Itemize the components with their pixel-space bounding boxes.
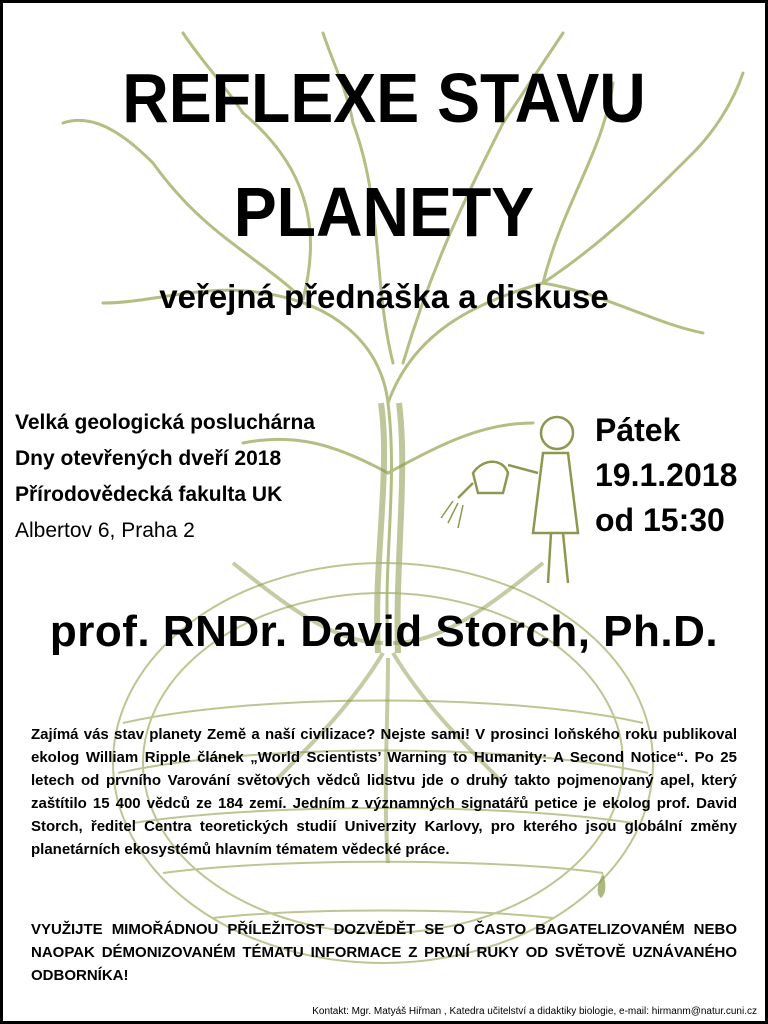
- call-to-action: VYUŽIJTE MIMOŘÁDNOU PŘÍLEŽITOST DOZVĚDĚT SE O ČASTO BAGATELIZOVANÉM NEBO NAOPAK DÉMONIZOVANÉM TÉMATU INFORMACE Z PRVNÍ RUKY OD SVĚTOVĚ UZNÁVANÉHO ODBORNÍKA!: [31, 921, 737, 984]
- venue-faculty: Přírodovědecká fakulta UK: [15, 483, 283, 506]
- title-line-2: PLANETY: [233, 173, 535, 251]
- subtitle: veřejná přednáška a diskuse: [159, 278, 609, 315]
- speaker-name: prof. RNDr. David Storch, Ph.D.: [49, 607, 719, 656]
- venue-address: Albertov 6, Praha 2: [15, 519, 195, 542]
- venue-hall: Velká geologická posluchárna: [15, 411, 315, 434]
- abstract-text: Zajímá vás stav planety Země a naší civilizace? Nejste sami! V prosinci loňského roku publikoval ekolog William Ripple článek „World Scientists’ Warning to Humanity: A Second Notice“. Po 25 letech od prvního Varování světových vědců lidstvu jde o druhý takto pojmenovaný apel, který zaštítilo 15 400 vědců ze 184 zemí. Jedním z významných signatářů petice je ekolog prof. David Storch, ředitel Centra teoretických studií Univerzity Karlovy, pro kterého jsou globální změny planetárních ekosystémů hlavním tématem vědecké práce.: [31, 726, 737, 858]
- title-line-1: REFLEXE STAVU: [122, 59, 646, 137]
- venue-event: Dny otevřených dveří 2018: [15, 447, 282, 470]
- gardener-figure: [441, 417, 578, 583]
- date-time: od 15:30: [595, 502, 725, 538]
- venue-block: [15, 405, 315, 549]
- date-block: [595, 408, 737, 543]
- date-date: 19.1.2018: [595, 457, 738, 493]
- date-day: Pátek: [595, 412, 681, 448]
- contact-line: Kontakt: Mgr. Matyáš Hiřman , Katedra učitelství a didaktiky biologie, e-mail: hirmanm@natur.cuni.cz: [312, 1006, 757, 1017]
